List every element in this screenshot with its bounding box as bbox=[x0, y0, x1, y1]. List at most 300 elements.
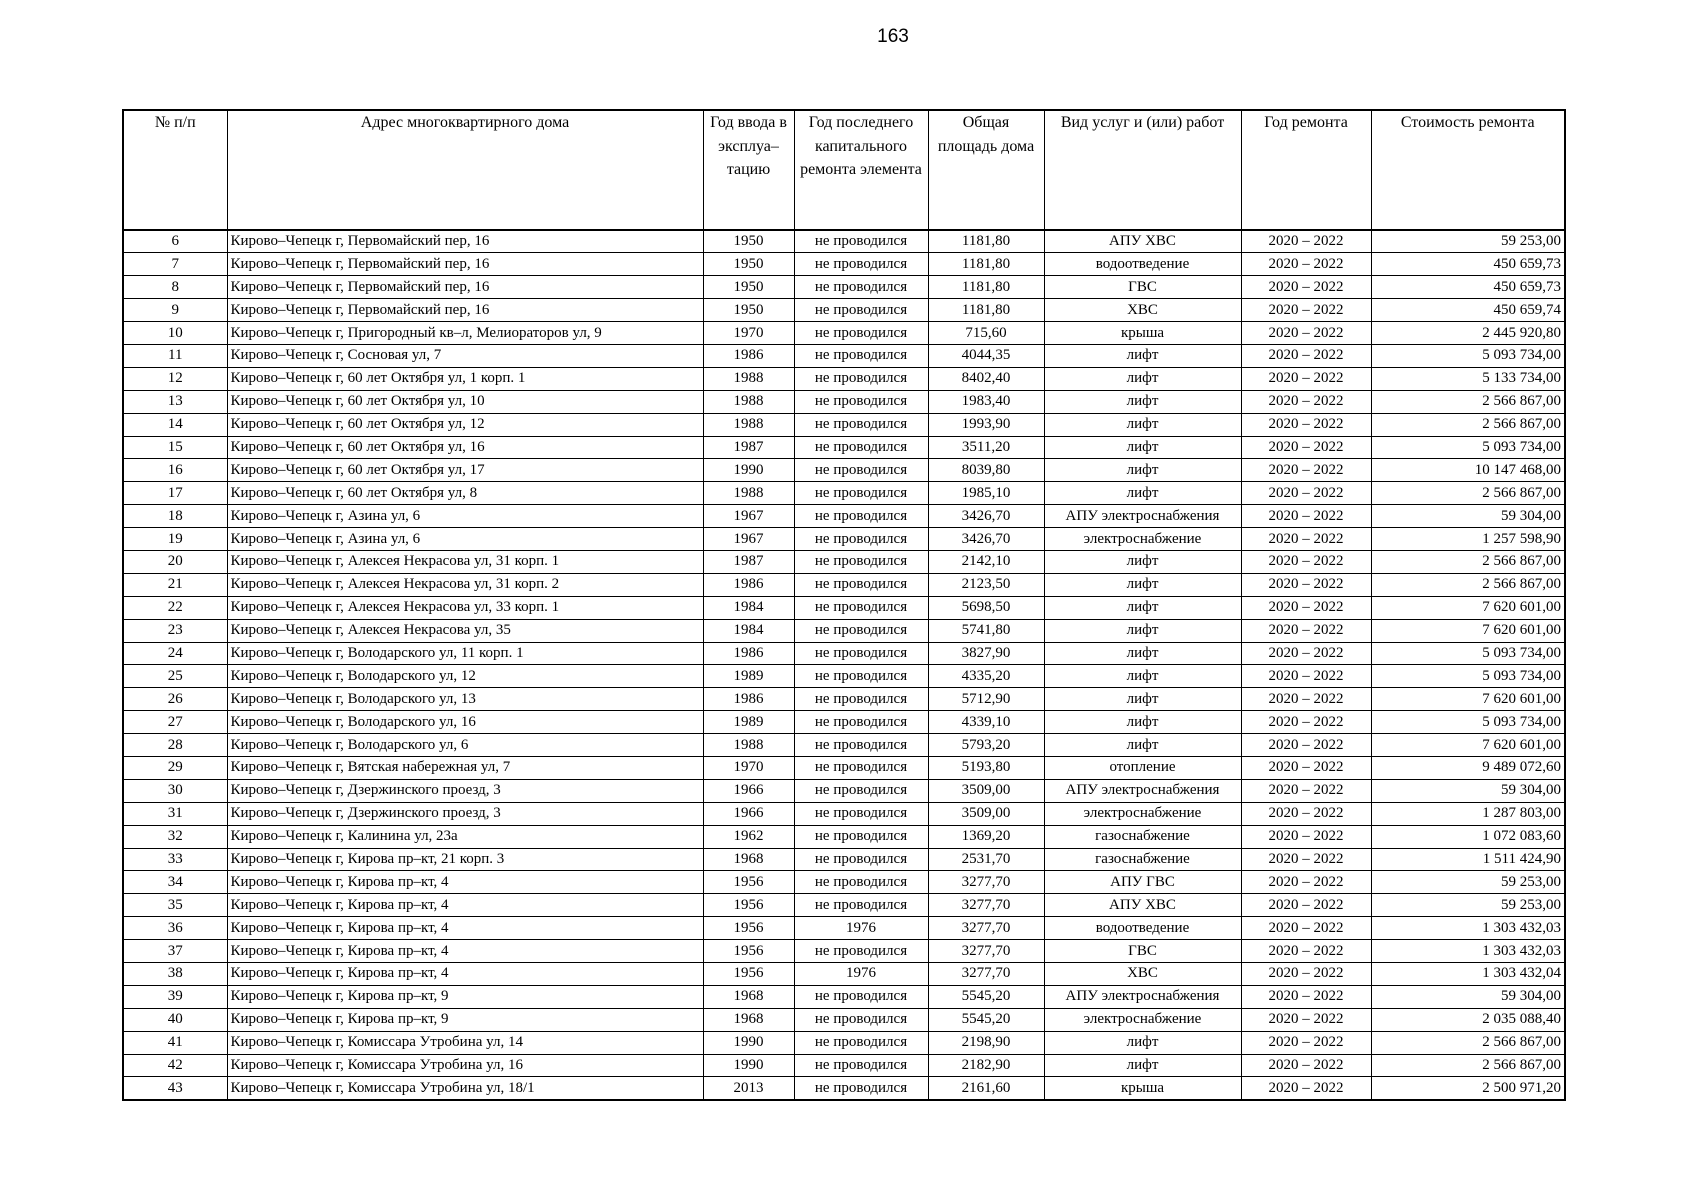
cell-cost: 2 566 867,00 bbox=[1371, 1054, 1565, 1077]
cell-area: 1985,10 bbox=[928, 482, 1044, 505]
cell-year-built: 1966 bbox=[703, 779, 794, 802]
table-row bbox=[123, 459, 1565, 482]
table-row bbox=[123, 1077, 1565, 1100]
cell-cost: 5 093 734,00 bbox=[1371, 344, 1565, 367]
cell-num: 19 bbox=[123, 528, 227, 551]
cell-num: 8 bbox=[123, 276, 227, 299]
table-row bbox=[123, 1054, 1565, 1077]
cell-work-type: АПУ ХВС bbox=[1044, 230, 1241, 253]
cell-work-type: крыша bbox=[1044, 1077, 1241, 1100]
cell-repair-period: 2020 – 2022 bbox=[1241, 596, 1371, 619]
cell-address: Кирово–Чепецк г, Комиссара Утробина ул, 18/1 bbox=[227, 1077, 703, 1100]
cell-last-repair: не проводился bbox=[794, 482, 928, 505]
cell-year-built: 1968 bbox=[703, 1008, 794, 1031]
cell-repair-period: 2020 – 2022 bbox=[1241, 802, 1371, 825]
cell-cost: 2 566 867,00 bbox=[1371, 550, 1565, 573]
cell-num: 36 bbox=[123, 917, 227, 940]
cell-work-type: отопление bbox=[1044, 756, 1241, 779]
cell-cost: 59 304,00 bbox=[1371, 985, 1565, 1008]
cell-address: Кирово–Чепецк г, 60 лет Октября ул, 17 bbox=[227, 459, 703, 482]
cell-cost: 2 566 867,00 bbox=[1371, 573, 1565, 596]
cell-cost: 450 659,73 bbox=[1371, 276, 1565, 299]
cell-cost: 450 659,73 bbox=[1371, 253, 1565, 276]
cell-num: 10 bbox=[123, 322, 227, 345]
cell-last-repair: не проводился bbox=[794, 299, 928, 322]
cell-work-type: лифт bbox=[1044, 596, 1241, 619]
cell-num: 32 bbox=[123, 825, 227, 848]
cell-year-built: 1956 bbox=[703, 940, 794, 963]
cell-repair-period: 2020 – 2022 bbox=[1241, 528, 1371, 551]
cell-year-built: 2013 bbox=[703, 1077, 794, 1100]
table-row bbox=[123, 1031, 1565, 1054]
cell-repair-period: 2020 – 2022 bbox=[1241, 1008, 1371, 1031]
cell-last-repair: не проводился bbox=[794, 413, 928, 436]
cell-address: Кирово–Чепецк г, Кирова пр–кт, 4 bbox=[227, 894, 703, 917]
cell-work-type: электроснабжение bbox=[1044, 802, 1241, 825]
cell-last-repair: не проводился bbox=[794, 619, 928, 642]
cell-area: 3426,70 bbox=[928, 505, 1044, 528]
cell-repair-period: 2020 – 2022 bbox=[1241, 344, 1371, 367]
cell-cost: 5 133 734,00 bbox=[1371, 367, 1565, 390]
cell-num: 30 bbox=[123, 779, 227, 802]
cell-last-repair: не проводился bbox=[794, 1077, 928, 1100]
cell-year-built: 1968 bbox=[703, 848, 794, 871]
cell-area: 5793,20 bbox=[928, 734, 1044, 757]
cell-year-built: 1967 bbox=[703, 528, 794, 551]
cell-repair-period: 2020 – 2022 bbox=[1241, 779, 1371, 802]
cell-cost: 9 489 072,60 bbox=[1371, 756, 1565, 779]
cell-address: Кирово–Чепецк г, Алексея Некрасова ул, 31 корп. 2 bbox=[227, 573, 703, 596]
cell-last-repair: не проводился bbox=[794, 528, 928, 551]
cell-work-type: ГВС bbox=[1044, 276, 1241, 299]
cell-address: Кирово–Чепецк г, Алексея Некрасова ул, 35 bbox=[227, 619, 703, 642]
cell-address: Кирово–Чепецк г, 60 лет Октября ул, 10 bbox=[227, 390, 703, 413]
table-row bbox=[123, 596, 1565, 619]
table-row bbox=[123, 665, 1565, 688]
cell-cost: 2 566 867,00 bbox=[1371, 413, 1565, 436]
cell-work-type: лифт bbox=[1044, 619, 1241, 642]
cell-area: 2123,50 bbox=[928, 573, 1044, 596]
cell-year-built: 1970 bbox=[703, 322, 794, 345]
cell-address: Кирово–Чепецк г, Володарского ул, 6 bbox=[227, 734, 703, 757]
cell-year-built: 1966 bbox=[703, 802, 794, 825]
table-row bbox=[123, 482, 1565, 505]
cell-num: 13 bbox=[123, 390, 227, 413]
cell-area: 5545,20 bbox=[928, 1008, 1044, 1031]
cell-cost: 5 093 734,00 bbox=[1371, 436, 1565, 459]
cell-cost: 7 620 601,00 bbox=[1371, 596, 1565, 619]
cell-num: 7 bbox=[123, 253, 227, 276]
cell-last-repair: 1976 bbox=[794, 917, 928, 940]
table-row bbox=[123, 322, 1565, 345]
cell-area: 3827,90 bbox=[928, 642, 1044, 665]
cell-work-type: лифт bbox=[1044, 711, 1241, 734]
cell-work-type: лифт bbox=[1044, 413, 1241, 436]
cell-last-repair: не проводился bbox=[794, 459, 928, 482]
cell-last-repair: не проводился bbox=[794, 848, 928, 871]
cell-work-type: ХВС bbox=[1044, 963, 1241, 986]
cell-repair-period: 2020 – 2022 bbox=[1241, 642, 1371, 665]
cell-repair-period: 2020 – 2022 bbox=[1241, 436, 1371, 459]
cell-cost: 1 072 083,60 bbox=[1371, 825, 1565, 848]
cell-area: 1181,80 bbox=[928, 230, 1044, 253]
cell-repair-period: 2020 – 2022 bbox=[1241, 756, 1371, 779]
cell-last-repair: не проводился bbox=[794, 322, 928, 345]
cell-year-built: 1988 bbox=[703, 734, 794, 757]
cell-year-built: 1988 bbox=[703, 482, 794, 505]
cell-area: 1993,90 bbox=[928, 413, 1044, 436]
cell-num: 18 bbox=[123, 505, 227, 528]
cell-repair-period: 2020 – 2022 bbox=[1241, 230, 1371, 253]
cell-work-type: водоотведение bbox=[1044, 253, 1241, 276]
cell-work-type: газоснабжение bbox=[1044, 848, 1241, 871]
cell-year-built: 1984 bbox=[703, 596, 794, 619]
cell-year-built: 1950 bbox=[703, 299, 794, 322]
cell-year-built: 1962 bbox=[703, 825, 794, 848]
cell-work-type: лифт bbox=[1044, 734, 1241, 757]
cell-year-built: 1990 bbox=[703, 459, 794, 482]
cell-last-repair: не проводился bbox=[794, 985, 928, 1008]
cell-cost: 2 566 867,00 bbox=[1371, 482, 1565, 505]
table-row bbox=[123, 276, 1565, 299]
cell-cost: 59 253,00 bbox=[1371, 230, 1565, 253]
cell-address: Кирово–Чепецк г, Азина ул, 6 bbox=[227, 505, 703, 528]
cell-area: 8402,40 bbox=[928, 367, 1044, 390]
cell-repair-period: 2020 – 2022 bbox=[1241, 299, 1371, 322]
header-row bbox=[123, 110, 1565, 230]
cell-repair-period: 2020 – 2022 bbox=[1241, 390, 1371, 413]
cell-cost: 2 566 867,00 bbox=[1371, 390, 1565, 413]
header-year-built: Год ввода в эксплуа–тацию bbox=[703, 110, 794, 230]
cell-area: 5193,80 bbox=[928, 756, 1044, 779]
cell-cost: 2 566 867,00 bbox=[1371, 1031, 1565, 1054]
cell-area: 3509,00 bbox=[928, 802, 1044, 825]
cell-cost: 1 303 432,03 bbox=[1371, 917, 1565, 940]
table-row bbox=[123, 390, 1565, 413]
cell-area: 8039,80 bbox=[928, 459, 1044, 482]
cell-work-type: лифт bbox=[1044, 436, 1241, 459]
cell-cost: 1 257 598,90 bbox=[1371, 528, 1565, 551]
cell-last-repair: не проводился bbox=[794, 436, 928, 459]
table-row bbox=[123, 940, 1565, 963]
cell-num: 41 bbox=[123, 1031, 227, 1054]
cell-work-type: лифт bbox=[1044, 367, 1241, 390]
cell-num: 12 bbox=[123, 367, 227, 390]
cell-cost: 2 035 088,40 bbox=[1371, 1008, 1565, 1031]
cell-num: 27 bbox=[123, 711, 227, 734]
cell-area: 1181,80 bbox=[928, 253, 1044, 276]
table-row bbox=[123, 367, 1565, 390]
cell-num: 31 bbox=[123, 802, 227, 825]
table-row bbox=[123, 779, 1565, 802]
cell-area: 3277,70 bbox=[928, 894, 1044, 917]
cell-repair-period: 2020 – 2022 bbox=[1241, 1031, 1371, 1054]
cell-repair-period: 2020 – 2022 bbox=[1241, 550, 1371, 573]
table-row bbox=[123, 1008, 1565, 1031]
cell-area: 3426,70 bbox=[928, 528, 1044, 551]
cell-repair-period: 2020 – 2022 bbox=[1241, 619, 1371, 642]
cell-cost: 5 093 734,00 bbox=[1371, 665, 1565, 688]
cell-cost: 59 304,00 bbox=[1371, 505, 1565, 528]
cell-work-type: водоотведение bbox=[1044, 917, 1241, 940]
table-row bbox=[123, 344, 1565, 367]
cell-num: 26 bbox=[123, 688, 227, 711]
cell-area: 1181,80 bbox=[928, 276, 1044, 299]
cell-num: 11 bbox=[123, 344, 227, 367]
cell-year-built: 1987 bbox=[703, 550, 794, 573]
cell-num: 40 bbox=[123, 1008, 227, 1031]
cell-last-repair: не проводился bbox=[794, 596, 928, 619]
cell-num: 9 bbox=[123, 299, 227, 322]
cell-year-built: 1989 bbox=[703, 665, 794, 688]
cell-work-type: лифт bbox=[1044, 390, 1241, 413]
cell-address: Кирово–Чепецк г, Вятская набережная ул, 7 bbox=[227, 756, 703, 779]
cell-num: 23 bbox=[123, 619, 227, 642]
cell-address: Кирово–Чепецк г, Володарского ул, 16 bbox=[227, 711, 703, 734]
cell-address: Кирово–Чепецк г, Кирова пр–кт, 4 bbox=[227, 963, 703, 986]
cell-address: Кирово–Чепецк г, Первомайский пер, 16 bbox=[227, 299, 703, 322]
cell-work-type: АПУ электроснабжения bbox=[1044, 505, 1241, 528]
table-row bbox=[123, 505, 1565, 528]
cell-address: Кирово–Чепецк г, Кирова пр–кт, 9 bbox=[227, 985, 703, 1008]
cell-cost: 7 620 601,00 bbox=[1371, 688, 1565, 711]
cell-repair-period: 2020 – 2022 bbox=[1241, 459, 1371, 482]
cell-num: 16 bbox=[123, 459, 227, 482]
cell-num: 39 bbox=[123, 985, 227, 1008]
cell-num: 20 bbox=[123, 550, 227, 573]
cell-last-repair: не проводился bbox=[794, 642, 928, 665]
cell-work-type: АПУ электроснабжения bbox=[1044, 779, 1241, 802]
cell-num: 37 bbox=[123, 940, 227, 963]
cell-cost: 59 304,00 bbox=[1371, 779, 1565, 802]
cell-year-built: 1988 bbox=[703, 413, 794, 436]
cell-last-repair: не проводился bbox=[794, 940, 928, 963]
cell-num: 42 bbox=[123, 1054, 227, 1077]
table-row bbox=[123, 848, 1565, 871]
header-num: № п/п bbox=[123, 110, 227, 230]
cell-year-built: 1986 bbox=[703, 344, 794, 367]
cell-num: 21 bbox=[123, 573, 227, 596]
cell-num: 22 bbox=[123, 596, 227, 619]
cell-year-built: 1984 bbox=[703, 619, 794, 642]
page-number: 163 bbox=[877, 26, 909, 47]
cell-repair-period: 2020 – 2022 bbox=[1241, 1054, 1371, 1077]
cell-num: 29 bbox=[123, 756, 227, 779]
table-row bbox=[123, 253, 1565, 276]
cell-num: 25 bbox=[123, 665, 227, 688]
cell-address: Кирово–Чепецк г, 60 лет Октября ул, 8 bbox=[227, 482, 703, 505]
cell-cost: 59 253,00 bbox=[1371, 871, 1565, 894]
cell-area: 3277,70 bbox=[928, 963, 1044, 986]
cell-last-repair: не проводился bbox=[794, 550, 928, 573]
cell-year-built: 1967 bbox=[703, 505, 794, 528]
cell-repair-period: 2020 – 2022 bbox=[1241, 367, 1371, 390]
cell-address: Кирово–Чепецк г, Володарского ул, 11 корп. 1 bbox=[227, 642, 703, 665]
cell-address: Кирово–Чепецк г, Сосновая ул, 7 bbox=[227, 344, 703, 367]
cell-address: Кирово–Чепецк г, Дзержинского проезд, 3 bbox=[227, 779, 703, 802]
cell-cost: 1 303 432,04 bbox=[1371, 963, 1565, 986]
cell-repair-period: 2020 – 2022 bbox=[1241, 322, 1371, 345]
cell-last-repair: не проводился bbox=[794, 253, 928, 276]
table-row bbox=[123, 734, 1565, 757]
cell-year-built: 1950 bbox=[703, 230, 794, 253]
cell-repair-period: 2020 – 2022 bbox=[1241, 711, 1371, 734]
cell-year-built: 1990 bbox=[703, 1054, 794, 1077]
cell-address: Кирово–Чепецк г, Кирова пр–кт, 4 bbox=[227, 940, 703, 963]
cell-area: 2142,10 bbox=[928, 550, 1044, 573]
cell-area: 715,60 bbox=[928, 322, 1044, 345]
table-row bbox=[123, 825, 1565, 848]
cell-last-repair: не проводился bbox=[794, 390, 928, 413]
cell-year-built: 1956 bbox=[703, 871, 794, 894]
table-row bbox=[123, 985, 1565, 1008]
cell-area: 1181,80 bbox=[928, 299, 1044, 322]
cell-work-type: электроснабжение bbox=[1044, 528, 1241, 551]
cell-year-built: 1986 bbox=[703, 642, 794, 665]
cell-last-repair: не проводился bbox=[794, 756, 928, 779]
cell-year-built: 1987 bbox=[703, 436, 794, 459]
cell-last-repair: не проводился bbox=[794, 711, 928, 734]
cell-last-repair: не проводился bbox=[794, 688, 928, 711]
cell-repair-period: 2020 – 2022 bbox=[1241, 825, 1371, 848]
cell-work-type: крыша bbox=[1044, 322, 1241, 345]
cell-cost: 1 287 803,00 bbox=[1371, 802, 1565, 825]
cell-address: Кирово–Чепецк г, 60 лет Октября ул, 12 bbox=[227, 413, 703, 436]
cell-address: Кирово–Чепецк г, 60 лет Октября ул, 16 bbox=[227, 436, 703, 459]
cell-last-repair: не проводился bbox=[794, 1008, 928, 1031]
cell-area: 2198,90 bbox=[928, 1031, 1044, 1054]
cell-address: Кирово–Чепецк г, Алексея Некрасова ул, 31 корп. 1 bbox=[227, 550, 703, 573]
table-row bbox=[123, 917, 1565, 940]
cell-last-repair: не проводился bbox=[794, 734, 928, 757]
cell-repair-period: 2020 – 2022 bbox=[1241, 963, 1371, 986]
cell-last-repair: не проводился bbox=[794, 276, 928, 299]
cell-year-built: 1968 bbox=[703, 985, 794, 1008]
cell-cost: 1 511 424,90 bbox=[1371, 848, 1565, 871]
cell-repair-period: 2020 – 2022 bbox=[1241, 482, 1371, 505]
cell-cost: 7 620 601,00 bbox=[1371, 734, 1565, 757]
cell-area: 5712,90 bbox=[928, 688, 1044, 711]
cell-last-repair: не проводился bbox=[794, 344, 928, 367]
table-row bbox=[123, 299, 1565, 322]
cell-work-type: лифт bbox=[1044, 642, 1241, 665]
cell-num: 34 bbox=[123, 871, 227, 894]
cell-address: Кирово–Чепецк г, Дзержинского проезд, 3 bbox=[227, 802, 703, 825]
cell-repair-period: 2020 – 2022 bbox=[1241, 665, 1371, 688]
cell-work-type: газоснабжение bbox=[1044, 825, 1241, 848]
cell-address: Кирово–Чепецк г, Кирова пр–кт, 4 bbox=[227, 917, 703, 940]
cell-year-built: 1956 bbox=[703, 894, 794, 917]
cell-last-repair: не проводился bbox=[794, 230, 928, 253]
header-cost: Стоимость ремонта bbox=[1371, 110, 1565, 230]
cell-address: Кирово–Чепецк г, Кирова пр–кт, 4 bbox=[227, 871, 703, 894]
cell-last-repair: не проводился bbox=[794, 505, 928, 528]
cell-year-built: 1986 bbox=[703, 688, 794, 711]
cell-area: 3511,20 bbox=[928, 436, 1044, 459]
cell-last-repair: не проводился bbox=[794, 1054, 928, 1077]
cell-last-repair: не проводился bbox=[794, 871, 928, 894]
header-repair-period: Год ремонта bbox=[1241, 110, 1371, 230]
cell-year-built: 1986 bbox=[703, 573, 794, 596]
cell-address: Кирово–Чепецк г, Комиссара Утробина ул, 16 bbox=[227, 1054, 703, 1077]
cell-area: 4044,35 bbox=[928, 344, 1044, 367]
table-row bbox=[123, 436, 1565, 459]
cell-num: 33 bbox=[123, 848, 227, 871]
cell-repair-period: 2020 – 2022 bbox=[1241, 505, 1371, 528]
cell-repair-period: 2020 – 2022 bbox=[1241, 734, 1371, 757]
cell-year-built: 1990 bbox=[703, 1031, 794, 1054]
header-address: Адрес многоквартирного дома bbox=[227, 110, 703, 230]
cell-num: 14 bbox=[123, 413, 227, 436]
cell-cost: 1 303 432,03 bbox=[1371, 940, 1565, 963]
cell-repair-period: 2020 – 2022 bbox=[1241, 871, 1371, 894]
cell-num: 43 bbox=[123, 1077, 227, 1100]
cell-cost: 59 253,00 bbox=[1371, 894, 1565, 917]
table-row bbox=[123, 619, 1565, 642]
cell-last-repair: не проводился bbox=[794, 1031, 928, 1054]
cell-year-built: 1988 bbox=[703, 367, 794, 390]
cell-repair-period: 2020 – 2022 bbox=[1241, 940, 1371, 963]
table-row bbox=[123, 756, 1565, 779]
cell-address: Кирово–Чепецк г, 60 лет Октября ул, 1 корп. 1 bbox=[227, 367, 703, 390]
cell-work-type: ГВС bbox=[1044, 940, 1241, 963]
cell-num: 15 bbox=[123, 436, 227, 459]
cell-work-type: лифт bbox=[1044, 688, 1241, 711]
cell-last-repair: не проводился bbox=[794, 825, 928, 848]
cell-work-type: АПУ ХВС bbox=[1044, 894, 1241, 917]
cell-last-repair: не проводился bbox=[794, 779, 928, 802]
table-row bbox=[123, 802, 1565, 825]
cell-area: 3277,70 bbox=[928, 917, 1044, 940]
cell-area: 5698,50 bbox=[928, 596, 1044, 619]
cell-last-repair: не проводился bbox=[794, 573, 928, 596]
cell-last-repair: не проводился bbox=[794, 802, 928, 825]
cell-area: 3277,70 bbox=[928, 871, 1044, 894]
cell-address: Кирово–Чепецк г, Азина ул, 6 bbox=[227, 528, 703, 551]
repair-registry-table bbox=[122, 109, 1566, 1101]
cell-repair-period: 2020 – 2022 bbox=[1241, 917, 1371, 940]
cell-work-type: лифт bbox=[1044, 550, 1241, 573]
cell-area: 1369,20 bbox=[928, 825, 1044, 848]
table-row bbox=[123, 688, 1565, 711]
cell-repair-period: 2020 – 2022 bbox=[1241, 413, 1371, 436]
cell-num: 35 bbox=[123, 894, 227, 917]
cell-area: 3277,70 bbox=[928, 940, 1044, 963]
cell-repair-period: 2020 – 2022 bbox=[1241, 985, 1371, 1008]
cell-repair-period: 2020 – 2022 bbox=[1241, 253, 1371, 276]
cell-year-built: 1988 bbox=[703, 390, 794, 413]
cell-area: 2161,60 bbox=[928, 1077, 1044, 1100]
cell-repair-period: 2020 – 2022 bbox=[1241, 894, 1371, 917]
cell-num: 6 bbox=[123, 230, 227, 253]
cell-work-type: АПУ электроснабжения bbox=[1044, 985, 1241, 1008]
cell-area: 4339,10 bbox=[928, 711, 1044, 734]
cell-address: Кирово–Чепецк г, Пригородный кв–л, Мелиораторов ул, 9 bbox=[227, 322, 703, 345]
cell-address: Кирово–Чепецк г, Калинина ул, 23а bbox=[227, 825, 703, 848]
cell-address: Кирово–Чепецк г, Володарского ул, 12 bbox=[227, 665, 703, 688]
cell-work-type: АПУ ГВС bbox=[1044, 871, 1241, 894]
cell-cost: 450 659,74 bbox=[1371, 299, 1565, 322]
cell-area: 3509,00 bbox=[928, 779, 1044, 802]
cell-area: 2531,70 bbox=[928, 848, 1044, 871]
cell-address: Кирово–Чепецк г, Кирова пр–кт, 21 корп. 3 bbox=[227, 848, 703, 871]
cell-year-built: 1970 bbox=[703, 756, 794, 779]
cell-year-built: 1956 bbox=[703, 917, 794, 940]
cell-num: 24 bbox=[123, 642, 227, 665]
cell-work-type: лифт bbox=[1044, 459, 1241, 482]
cell-year-built: 1989 bbox=[703, 711, 794, 734]
cell-area: 2182,90 bbox=[928, 1054, 1044, 1077]
